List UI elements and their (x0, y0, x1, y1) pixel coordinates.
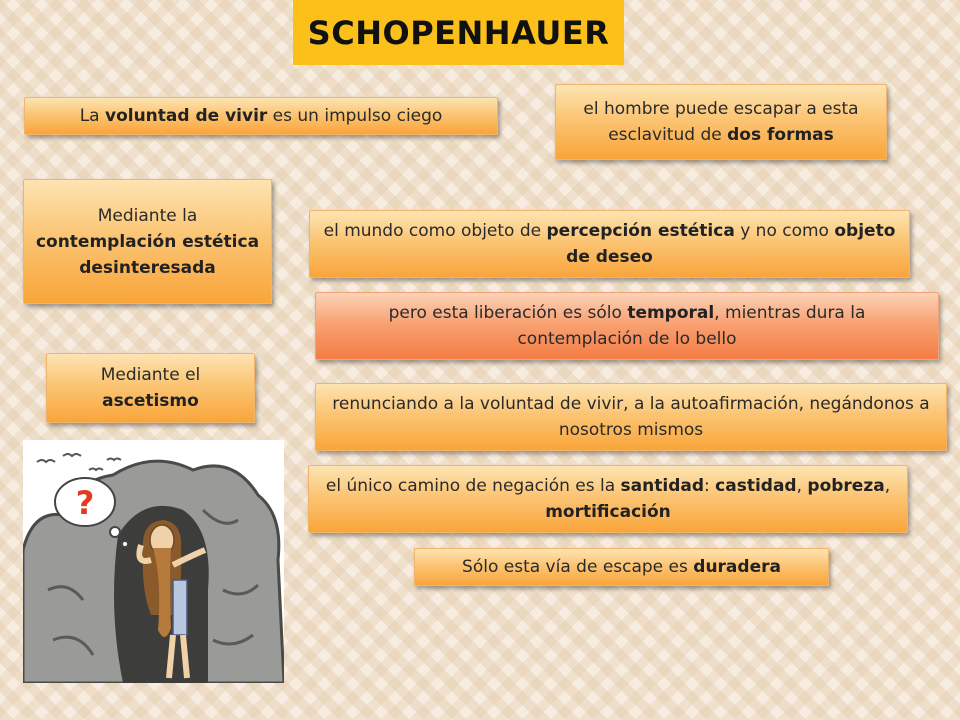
bird-icon (89, 469, 103, 471)
box-escapar: el hombre puede escapar a esta esclavitud de dos formas (555, 84, 887, 160)
box-camino: el único camino de negación es la santidad: castidad, pobreza, mortificación (308, 465, 908, 533)
box-duradera: Sólo esta vía de escape es duradera (414, 548, 829, 586)
bird-icon (107, 459, 121, 461)
slide-title: SCHOPENHAUER (293, 0, 624, 65)
question-mark-icon: ? (75, 484, 95, 522)
hermit-illustration (23, 440, 284, 683)
box-voluntad: La voluntad de vivir es un impulso ciego (24, 97, 498, 135)
box-renunciando: renunciando a la voluntad de vivir, a la autoafirmación, negándonos a nosotros mismos (315, 383, 947, 451)
box-mundo: el mundo como objeto de percepción estética y no como objeto de deseo (309, 210, 910, 278)
box-liberacion: pero esta liberación es sólo temporal, mientras dura la contemplación de lo bello (315, 292, 939, 360)
box-ascetismo: Mediante el ascetismo (46, 353, 255, 423)
box-contemplacion: Mediante la contemplación estética desinteresada (23, 179, 272, 304)
